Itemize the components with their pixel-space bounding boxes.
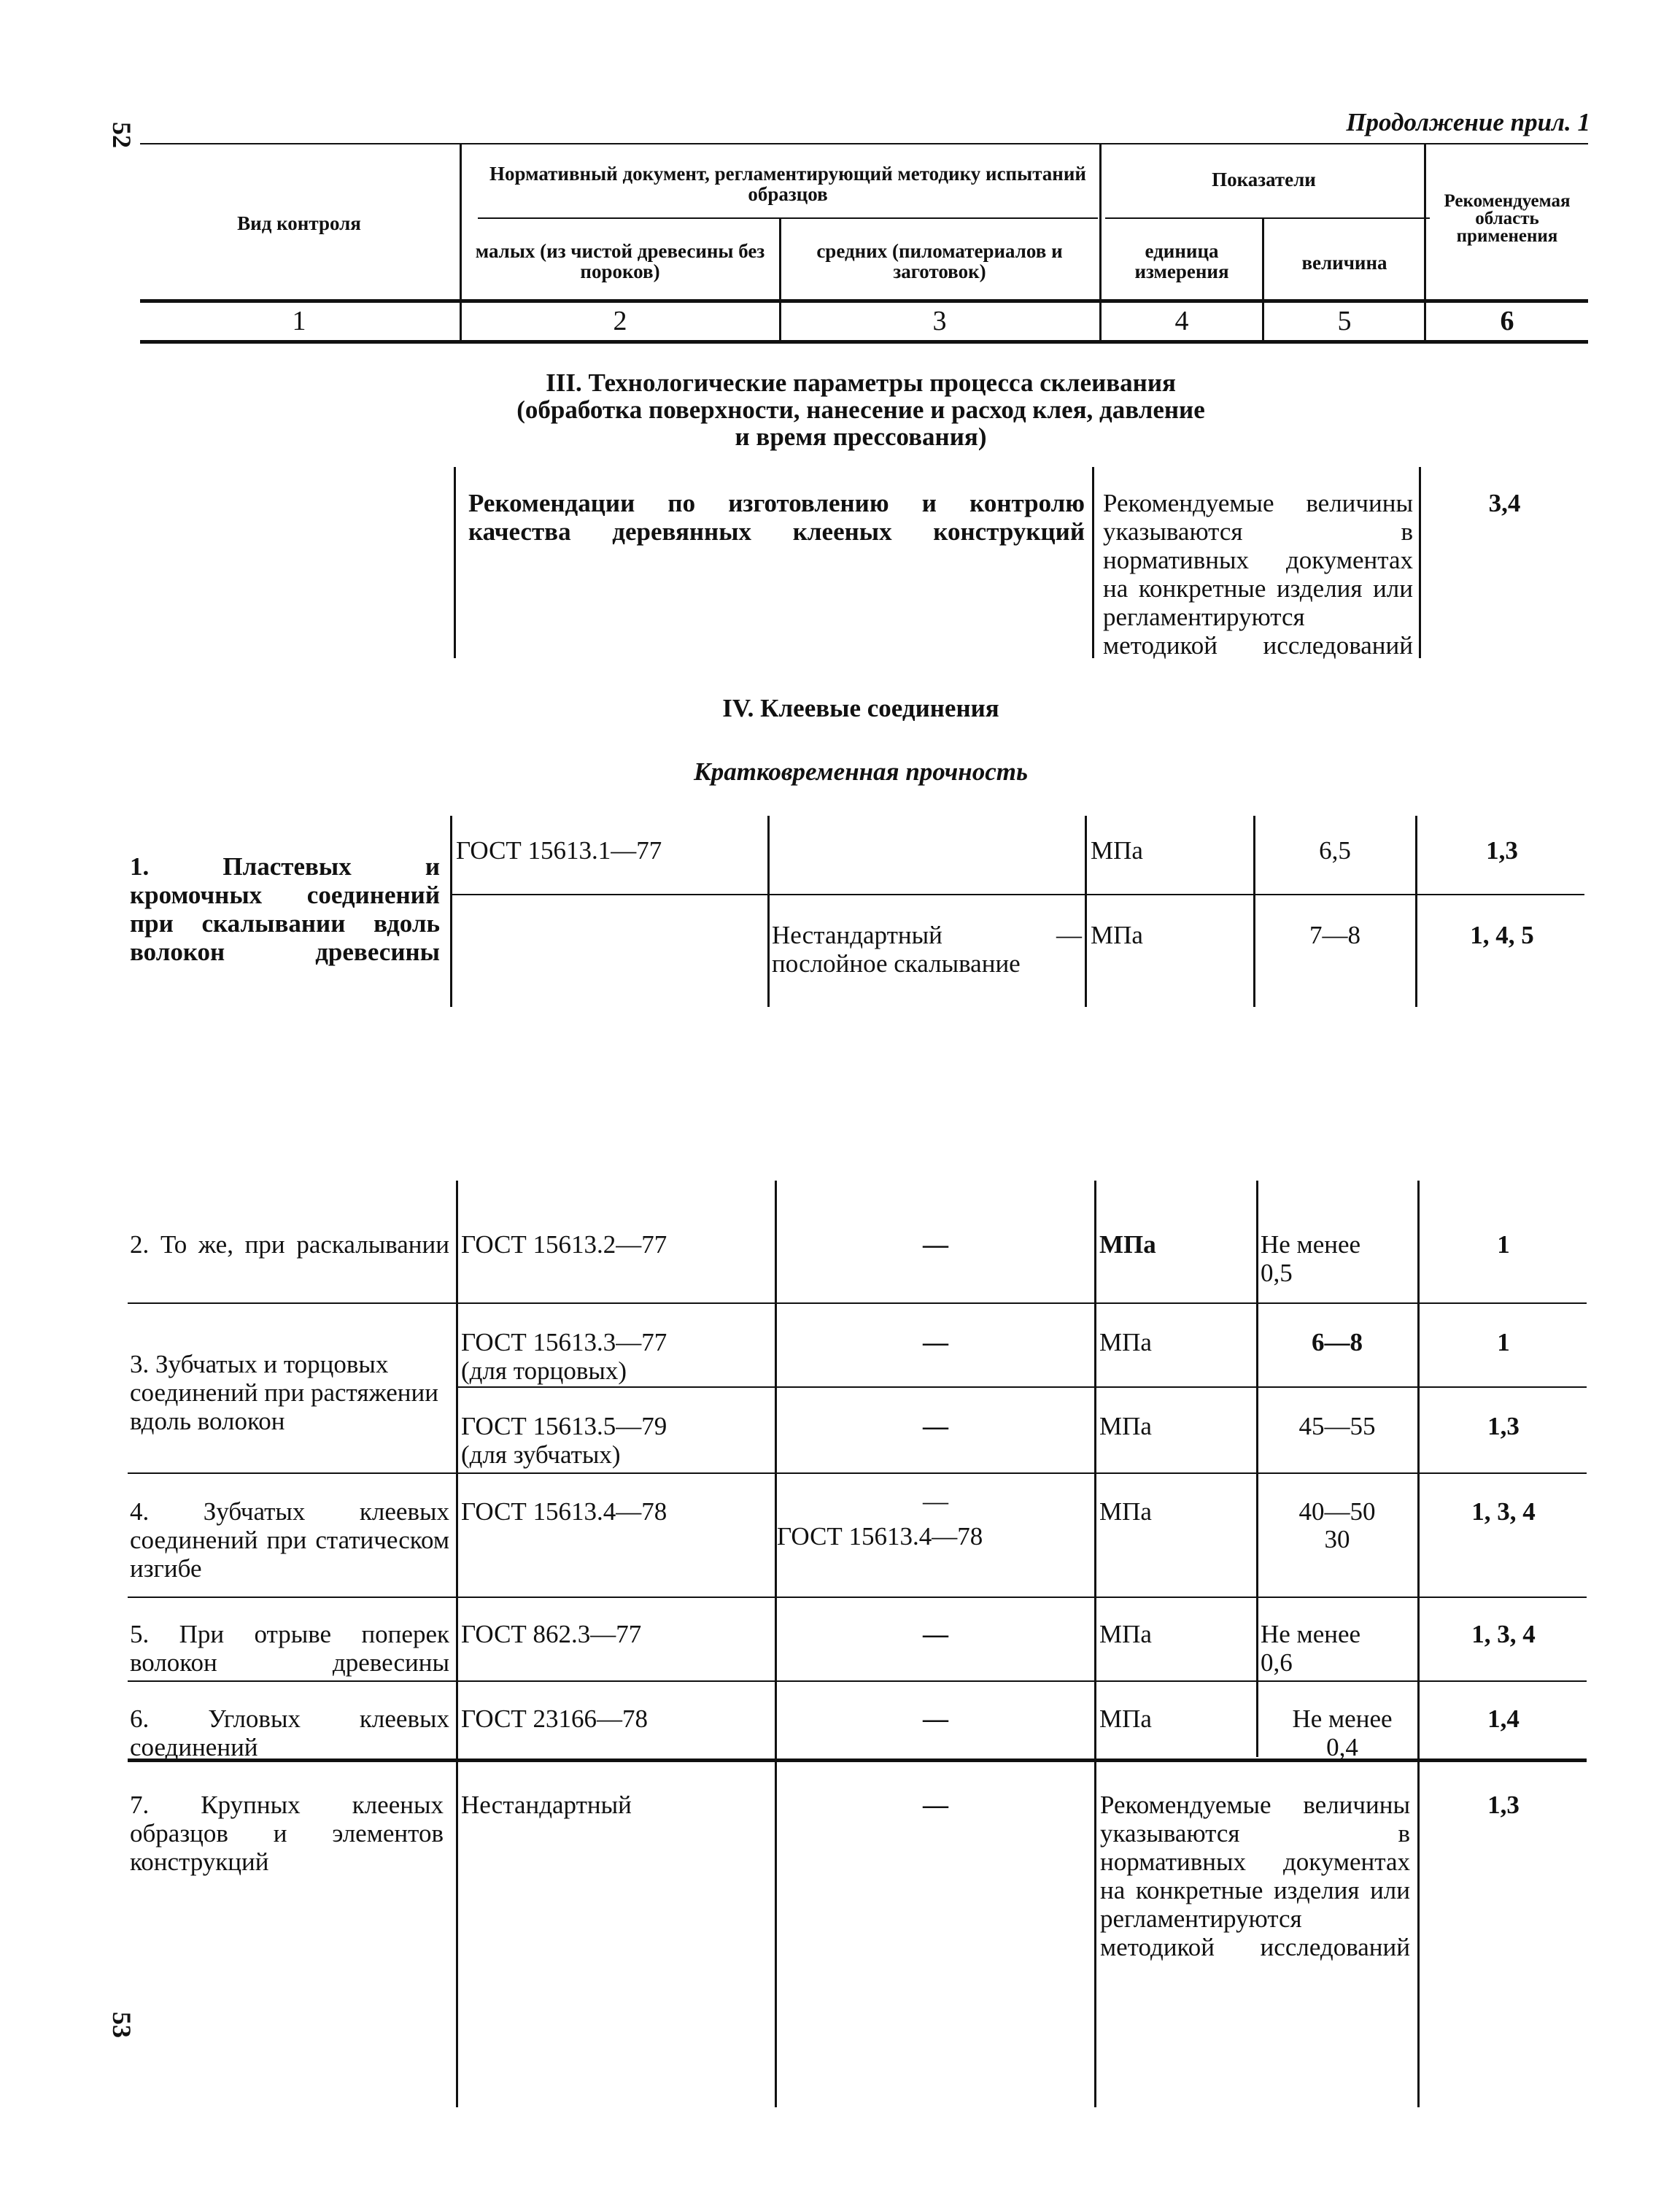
r5-value: Не менее 0,6: [1261, 1620, 1361, 1677]
r5-bottom-rule: [128, 1680, 1587, 1682]
r6-unit: МПа: [1099, 1705, 1152, 1733]
r1a-doc-small: ГОСТ 15613.1—77: [456, 836, 662, 865]
r1a-area: 1,3: [1486, 836, 1518, 865]
col-number-4: 4: [1174, 306, 1189, 336]
indicators-split-rule: [1105, 217, 1430, 219]
r1a-unit: МПа: [1091, 836, 1143, 865]
r2-bottom-rule: [128, 1302, 1587, 1304]
r1a-value: 6,5: [1319, 836, 1351, 865]
s3-value: Рекомендуемые величины указываются в нормативных документах на конкретные изделия или регламентируются методикой исследований: [1103, 489, 1413, 660]
s3-area: 3,4: [1488, 489, 1521, 517]
section-4-title: IV. Клеевые соединения: [722, 694, 999, 722]
col-number-6: 6: [1500, 306, 1514, 336]
r1-divider-1: [450, 816, 452, 1007]
r7-area: 1,3: [1487, 1791, 1520, 1819]
r3b-area: 1,3: [1487, 1412, 1520, 1440]
r4-unit: МПа: [1099, 1497, 1152, 1526]
r6-doc-medium: —: [923, 1705, 948, 1733]
r4-doc-medium-dash: —: [923, 1487, 948, 1516]
tbl-divider-3: [1094, 1181, 1096, 2107]
header-col4: единица измерения: [1134, 240, 1229, 282]
page-number-bottom: 53: [107, 2012, 136, 2038]
r1-divider-5: [1415, 816, 1417, 1007]
tbl-divider-4: [1256, 1181, 1258, 1757]
s3-divider-2: [1092, 467, 1094, 658]
r5-doc-medium: —: [923, 1620, 948, 1648]
header-col5: величина: [1301, 252, 1387, 274]
r5-area: 1, 3, 4: [1471, 1620, 1536, 1648]
continuation-caption: Продолжение прил. 1: [1346, 108, 1590, 136]
r7-doc-medium: —: [923, 1791, 948, 1819]
r3b-unit: МПа: [1099, 1412, 1152, 1440]
col-number-1: 1: [292, 306, 306, 336]
r3a-area: 1: [1497, 1328, 1510, 1356]
col-number-3: 3: [932, 306, 947, 336]
r4-area: 1, 3, 4: [1471, 1497, 1536, 1526]
r3b-doc-small: ГОСТ 15613.5—79 (для зубчатых): [461, 1412, 667, 1469]
r3a-value: 6—8: [1312, 1328, 1363, 1356]
r2-doc-medium: —: [923, 1230, 948, 1259]
section-3-title: III. Технологические параметры процесса склеивания (обработка поверхности, нанесение и расход клея, давление и время прессования): [516, 368, 1205, 451]
col-number-2: 2: [613, 306, 627, 336]
r4-value-2: 30: [1324, 1525, 1350, 1553]
header-col6: Рекомендуемая область применения: [1444, 191, 1571, 246]
r2-area: 1: [1497, 1230, 1510, 1259]
col-number-5: 5: [1337, 306, 1352, 336]
header-divider-4: [1262, 219, 1264, 340]
page-number-top: 52: [107, 122, 136, 148]
r1-split-rule: [450, 894, 1584, 895]
s3-doc: Рекомендации по изготовлению и контролю качества деревянных клееных конструкций: [468, 489, 1085, 546]
r6-value: Не менее 0,4: [1292, 1705, 1393, 1761]
r5-name: 5. При отрыве поперек волокон древесины: [130, 1620, 449, 1677]
r3b-doc-medium: —: [923, 1412, 948, 1440]
header-col3: средних (пиломатериалов и заготовок): [816, 240, 1063, 282]
section-4-subtitle: Кратковременная прочность: [694, 757, 1028, 786]
header-divider-3: [1099, 143, 1102, 340]
s3-divider-3: [1419, 467, 1421, 658]
header-divider-1: [460, 143, 462, 340]
r1b-value: 7—8: [1309, 921, 1360, 949]
r3a-unit: МПа: [1099, 1328, 1152, 1356]
r3-name: 3. Зубчатых и торцовых соединений при растяжении вдоль волокон: [130, 1350, 438, 1435]
r3-split-rule: [456, 1386, 1587, 1388]
header-normative-group: Нормативный документ, регламентирующий методику испытаний образцов: [489, 163, 1086, 205]
r2-unit: МПа: [1099, 1230, 1156, 1259]
header-indicators-group: Показатели: [1212, 169, 1316, 190]
r4-doc-medium: ГОСТ 15613.4—78: [777, 1522, 983, 1551]
r1-divider-3: [1085, 816, 1087, 1007]
r6-area: 1,4: [1487, 1705, 1520, 1733]
r4-name: 4. Зубчатых клеевых соединений при статическом изгибе: [130, 1497, 449, 1583]
r3b-value: 45—55: [1298, 1412, 1376, 1440]
r7-value: Рекомендуемые величины указываются в нормативных документах на конкретные изделия или регламентируются методикой исследований: [1100, 1791, 1410, 1961]
r7-doc-small: Нестандартный: [461, 1791, 632, 1819]
tbl-divider-2: [775, 1181, 777, 2107]
tbl-divider-5: [1417, 1181, 1420, 2107]
r1b-unit: МПа: [1091, 921, 1143, 949]
normative-split-rule: [478, 217, 1098, 219]
header-col2: малых (из чистой древесины без пороков): [475, 240, 765, 282]
r4-doc-small: ГОСТ 15613.4—78: [461, 1497, 667, 1526]
r2-doc-small: ГОСТ 15613.2—77: [461, 1230, 667, 1259]
header-divider-2: [779, 219, 781, 340]
r4-bottom-rule: [128, 1597, 1587, 1598]
r5-doc-small: ГОСТ 862.3—77: [461, 1620, 642, 1648]
r3-bottom-rule: [128, 1472, 1587, 1474]
r5-unit: МПа: [1099, 1620, 1152, 1648]
r1b-area: 1, 4, 5: [1470, 921, 1534, 949]
r7-name: 7. Крупных клееных образцов и элементов конструкций: [130, 1791, 444, 1876]
r6-name: 6. Угловых клеевых соединений: [130, 1705, 449, 1761]
header-col1: Вид контроля: [237, 212, 361, 234]
header-top-rule: [140, 143, 1588, 144]
tbl-divider-1: [456, 1181, 458, 2107]
r1-divider-4: [1253, 816, 1255, 1007]
r3a-doc-medium: —: [923, 1328, 948, 1356]
r1b-doc-medium: Нестандартный — послойное скалывание: [772, 921, 1082, 978]
header-bottom-rule: [140, 299, 1588, 303]
r1-name: 1. Пластевых и кромочных соединений при скалывании вдоль волокон древесины: [130, 852, 440, 966]
r2-value: Не менее 0,5: [1261, 1230, 1361, 1287]
r3a-doc-small: ГОСТ 15613.3—77 (для торцовых): [461, 1328, 667, 1385]
r4-value-1: 40—50: [1298, 1497, 1376, 1526]
r2-name: 2. То же, при раскалывании: [130, 1230, 449, 1259]
r6-doc-small: ГОСТ 23166—78: [461, 1705, 649, 1733]
numbers-bottom-rule: [140, 340, 1588, 344]
r1-divider-2: [767, 816, 770, 1007]
s3-divider-1: [454, 467, 456, 658]
